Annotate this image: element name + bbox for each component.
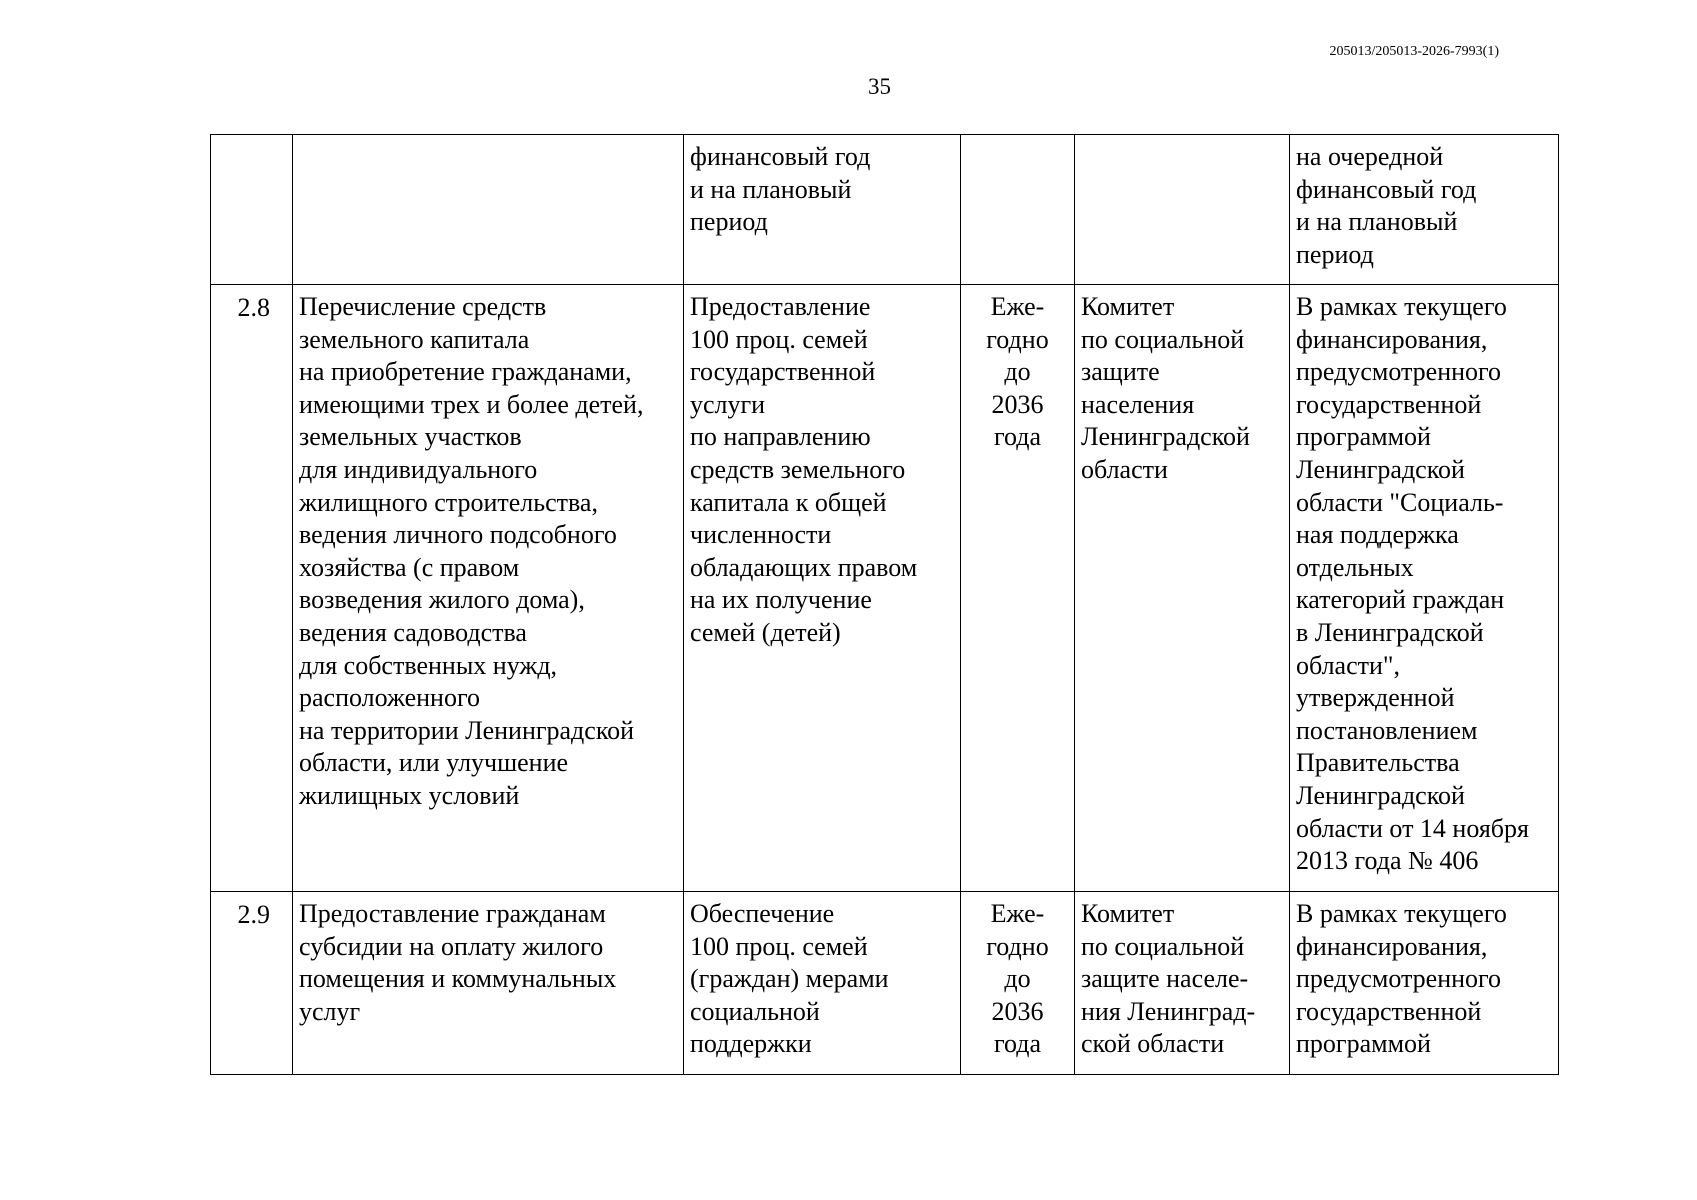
measure-name bbox=[293, 135, 684, 285]
funding-cell: В рамках текущего финансирования, предусмотренного государственной программой bbox=[1290, 892, 1559, 1075]
table-row bbox=[211, 892, 1559, 1075]
executor-cell bbox=[1075, 135, 1290, 285]
funding-cell: на очередной финансовый год и на плановый период bbox=[1290, 135, 1559, 285]
row-number: 2.9 bbox=[211, 892, 293, 1075]
term-cell: Еже- годно до 2036 года bbox=[961, 285, 1075, 892]
measure-name: Перечисление средств земельного капитала на приобретение гражданами, имеющими трех и более детей, земельных участков для индивидуального жилищного строительства, ведения личного подсобного хозяйства (с правом возведения жилого дома), ведения садоводства для собственных нужд, расположенного на территории Ленинградской области, или улучшение жилищных условий bbox=[293, 285, 684, 892]
term-cell bbox=[961, 135, 1075, 285]
document-id: 205013/205013-2026-7993(1) bbox=[1329, 44, 1499, 59]
term-cell: Еже- годно до 2036 года bbox=[961, 892, 1075, 1075]
table-row bbox=[211, 135, 1559, 285]
executor-cell: Комитет по социальной защите населе- ния Ленинград- ской области bbox=[1075, 892, 1290, 1075]
table-row bbox=[211, 285, 1559, 892]
funding-cell: В рамках текущего финансирования, предусмотренного государственной программой Ленинградской области "Социаль- ная поддержка отдельных категорий граждан в Ленинградской области", утвержденной постановлением Правительства Ленинградской области от 14 ноября 2013 года № 406 bbox=[1290, 285, 1559, 892]
row-number: 2.8 bbox=[211, 285, 293, 892]
executor-cell: Комитет по социальной защите населения Ленинградской области bbox=[1075, 285, 1290, 892]
page-number: 35 bbox=[868, 74, 891, 99]
indicator-cell: финансовый год и на плановый период bbox=[684, 135, 961, 285]
measures-table bbox=[210, 134, 1559, 1075]
indicator-cell: Обеспечение 100 проц. семей (граждан) мерами социальной поддержки bbox=[684, 892, 961, 1075]
row-number bbox=[211, 135, 293, 285]
measure-name: Предоставление гражданам субсидии на оплату жилого помещения и коммунальных услуг bbox=[293, 892, 684, 1075]
indicator-cell: Предоставление 100 проц. семей государственной услуги по направлению средств земельного капитала к общей численности обладающих правом на их получение семей (детей) bbox=[684, 285, 961, 892]
